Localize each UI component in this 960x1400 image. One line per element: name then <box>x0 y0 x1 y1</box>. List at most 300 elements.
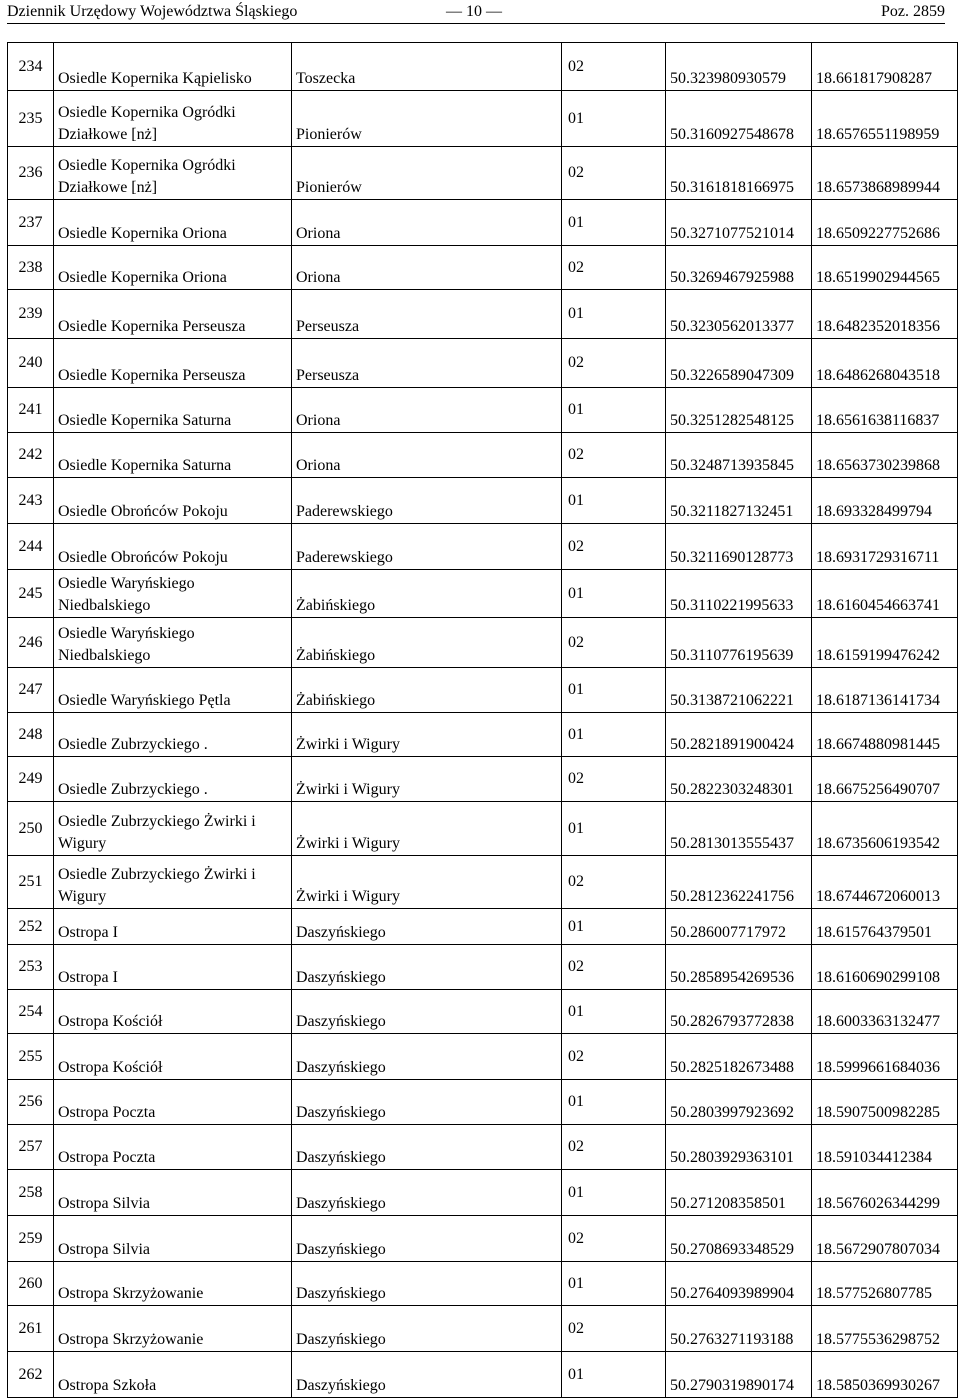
longitude-text: 18.6160454663741 <box>816 597 940 614</box>
stop-name <box>54 43 292 91</box>
longitude <box>812 200 958 246</box>
stop-name <box>54 246 292 290</box>
longitude-text: 18.577526807785 <box>816 1285 932 1302</box>
stop-name <box>54 91 292 147</box>
stop-name-text: Ostropa Kościół <box>58 1059 163 1076</box>
stop-code-text: 01 <box>568 725 584 743</box>
street-name <box>292 524 562 570</box>
longitude-text: 18.6675256490707 <box>816 781 940 798</box>
stop-number <box>8 757 54 802</box>
longitude <box>812 246 958 290</box>
stop-number-text: 254 <box>18 1002 43 1020</box>
latitude <box>666 668 812 713</box>
latitude-text: 50.2812362241756 <box>670 888 794 905</box>
stop-name-text: Ostropa Szkoła <box>58 1377 157 1394</box>
street-name <box>292 246 562 290</box>
stop-name <box>54 524 292 570</box>
stop-code <box>562 990 666 1034</box>
latitude-text: 50.3230562013377 <box>670 318 794 335</box>
latitude-text: 50.323980930579 <box>670 70 786 87</box>
longitude <box>812 147 958 200</box>
stop-name <box>54 757 292 802</box>
stop-number-text: 234 <box>18 57 43 75</box>
longitude-text: 18.6509227752686 <box>816 225 940 242</box>
table-row <box>8 478 958 524</box>
stop-code <box>562 802 666 856</box>
longitude-text: 18.6931729316711 <box>816 549 940 566</box>
longitude <box>812 1170 958 1216</box>
table-row <box>8 1125 958 1170</box>
stop-number <box>8 713 54 757</box>
stop-name-text: Ostropa Silvia <box>58 1195 150 1212</box>
table-row <box>8 524 958 570</box>
latitude <box>666 990 812 1034</box>
stop-code <box>562 388 666 433</box>
longitude-text: 18.5850369930267 <box>816 1377 940 1394</box>
stop-code <box>562 618 666 668</box>
latitude <box>666 713 812 757</box>
stop-name <box>54 909 292 945</box>
latitude-text: 50.286007717972 <box>670 924 786 941</box>
stop-number-text: 238 <box>18 258 43 276</box>
stop-name <box>54 802 292 856</box>
stop-code-text: 02 <box>568 1229 584 1247</box>
stop-name-text: Osiedle Kopernika Perseusza <box>58 318 246 335</box>
street-name <box>292 1216 562 1262</box>
street-name-text: Daszyńskiego <box>296 1241 386 1258</box>
stop-code <box>562 1352 666 1398</box>
stop-code <box>562 856 666 909</box>
stop-code <box>562 945 666 990</box>
stop-name-text: Ostropa Skrzyżowanie <box>58 1331 204 1348</box>
longitude-text: 18.615764379501 <box>816 924 932 941</box>
latitude <box>666 1216 812 1262</box>
stop-number-text: 245 <box>18 584 43 602</box>
stop-name <box>54 339 292 388</box>
stop-number-text: 261 <box>18 1319 43 1337</box>
street-name <box>292 990 562 1034</box>
stop-number-text: 256 <box>18 1093 43 1110</box>
stop-name-text: Osiedle Waryńskiego Niedbalskiego <box>58 575 195 614</box>
street-name-text: Daszyńskiego <box>296 1104 386 1121</box>
street-name-text: Daszyńskiego <box>296 1013 386 1030</box>
stop-name <box>54 1352 292 1398</box>
longitude-text: 18.6576551198959 <box>816 126 940 143</box>
longitude-text: 18.5672907807034 <box>816 1241 940 1258</box>
stop-name <box>54 290 292 339</box>
table-row <box>8 1170 958 1216</box>
table-row <box>8 1216 958 1262</box>
street-name <box>292 945 562 990</box>
latitude-text: 50.2763271193188 <box>670 1331 794 1348</box>
longitude-text: 18.5676026344299 <box>816 1195 940 1212</box>
stop-code-text: 01 <box>568 1093 584 1110</box>
table-row <box>8 856 958 909</box>
table-row <box>8 1306 958 1352</box>
stop-name-text: Ostropa Poczta <box>58 1104 156 1121</box>
latitude <box>666 147 812 200</box>
stop-name <box>54 713 292 757</box>
table-row <box>8 200 958 246</box>
table-row <box>8 618 958 668</box>
latitude <box>666 570 812 618</box>
street-name-text: Oriona <box>296 457 341 474</box>
stop-number <box>8 1262 54 1306</box>
street-name-text: Żwirki i Wigury <box>296 835 400 852</box>
latitude <box>666 200 812 246</box>
stop-code-text: 01 <box>568 1183 584 1201</box>
stop-number <box>8 200 54 246</box>
street-name <box>292 339 562 388</box>
stop-name-text: Osiedle Obrońców Pokoju <box>58 549 228 566</box>
street-name <box>292 1306 562 1352</box>
stop-name-text: Osiedle Kopernika Saturna <box>58 457 232 474</box>
longitude <box>812 570 958 618</box>
latitude-text: 50.2813013555437 <box>670 835 794 852</box>
stop-code-text: 01 <box>568 1002 584 1020</box>
stop-name <box>54 1034 292 1080</box>
stop-code <box>562 757 666 802</box>
stop-number-text: 262 <box>18 1365 43 1383</box>
stop-number <box>8 147 54 200</box>
stop-name <box>54 1080 292 1125</box>
latitude-text: 50.3269467925988 <box>670 269 794 286</box>
longitude <box>812 757 958 802</box>
stop-number-text: 246 <box>18 633 43 651</box>
street-name <box>292 43 562 91</box>
street-name-text: Daszyńskiego <box>296 1195 386 1212</box>
table-row <box>8 1352 958 1398</box>
street-name <box>292 200 562 246</box>
street-name-text: Paderewskiego <box>296 503 393 520</box>
latitude <box>666 524 812 570</box>
street-name <box>292 713 562 757</box>
stop-code-text: 01 <box>568 1365 584 1383</box>
stop-number <box>8 91 54 147</box>
latitude-text: 50.2708693348529 <box>670 1241 794 1258</box>
stop-code <box>562 909 666 945</box>
longitude <box>812 1034 958 1080</box>
latitude-text: 50.2821891900424 <box>670 736 794 753</box>
table-row <box>8 713 958 757</box>
stop-name-text: Ostropa Skrzyżowanie <box>58 1285 204 1302</box>
table-row <box>8 290 958 339</box>
stop-number-text: 257 <box>18 1138 43 1155</box>
latitude-text: 50.3160927548678 <box>670 126 794 143</box>
stop-number-text: 249 <box>18 770 43 787</box>
stop-name-text: Osiedle Waryńskiego Niedbalskiego <box>58 625 195 664</box>
stop-name <box>54 1216 292 1262</box>
stop-number-text: 236 <box>18 164 43 181</box>
stop-number <box>8 802 54 856</box>
page-header <box>7 0 945 24</box>
stop-code <box>562 246 666 290</box>
street-name-text: Żabińskiego <box>296 692 376 709</box>
street-name-text: Daszyńskiego <box>296 924 386 941</box>
street-name <box>292 1262 562 1306</box>
stop-name-text: Ostropa I <box>58 924 118 941</box>
stop-name <box>54 147 292 200</box>
latitude-text: 50.271208358501 <box>670 1195 786 1212</box>
stop-code-text: 02 <box>568 1319 584 1337</box>
latitude <box>666 388 812 433</box>
latitude-text: 50.2803929363101 <box>670 1149 794 1166</box>
longitude-text: 18.6563730239868 <box>816 457 940 474</box>
latitude <box>666 1034 812 1080</box>
longitude <box>812 433 958 478</box>
street-name <box>292 1170 562 1216</box>
street-name-text: Daszyńskiego <box>296 969 386 986</box>
stop-number <box>8 668 54 713</box>
stop-number <box>8 909 54 945</box>
stop-name-text: Osiedle Kopernika Oriona <box>58 225 227 242</box>
latitude <box>666 478 812 524</box>
street-name <box>292 802 562 856</box>
stop-number-text: 259 <box>18 1229 43 1247</box>
longitude <box>812 290 958 339</box>
stop-code-text: 01 <box>568 305 584 322</box>
longitude <box>812 1125 958 1170</box>
street-name <box>292 1034 562 1080</box>
latitude <box>666 1306 812 1352</box>
latitude <box>666 43 812 91</box>
page-number: — 10 — <box>446 3 502 20</box>
stop-code <box>562 570 666 618</box>
stop-code <box>562 433 666 478</box>
latitude-text: 50.2822303248301 <box>670 781 794 798</box>
longitude <box>812 339 958 388</box>
latitude <box>666 1352 812 1398</box>
stop-code-text: 02 <box>568 258 584 276</box>
table-row <box>8 433 958 478</box>
latitude <box>666 802 812 856</box>
longitude <box>812 388 958 433</box>
stop-number-text: 241 <box>18 401 43 418</box>
stop-number-text: 258 <box>18 1183 43 1201</box>
stop-number-text: 253 <box>18 958 43 975</box>
stop-number <box>8 945 54 990</box>
latitude-text: 50.3226589047309 <box>670 367 794 384</box>
stop-number <box>8 856 54 909</box>
stop-code-text: 02 <box>568 1138 584 1155</box>
stop-name-text: Ostropa Poczta <box>58 1149 156 1166</box>
street-name <box>292 668 562 713</box>
street-name <box>292 618 562 668</box>
street-name <box>292 290 562 339</box>
stop-code-text: 02 <box>568 958 584 975</box>
street-name <box>292 478 562 524</box>
stop-number-text: 255 <box>18 1047 43 1065</box>
latitude-text: 50.3251282548125 <box>670 412 794 429</box>
stop-name-text: Osiedle Zubrzyckiego . <box>58 736 208 753</box>
street-name-text: Żwirki i Wigury <box>296 888 400 905</box>
stop-number-text: 240 <box>18 354 43 371</box>
table-row <box>8 570 958 618</box>
stop-number <box>8 1306 54 1352</box>
stop-name <box>54 1125 292 1170</box>
table-row <box>8 990 958 1034</box>
table-row <box>8 388 958 433</box>
stop-name-text: Osiedle Kopernika Ogródki Działkowe [nż] <box>58 157 236 196</box>
longitude-text: 18.693328499794 <box>816 503 932 520</box>
stop-name <box>54 668 292 713</box>
stop-code-text: 02 <box>568 164 584 181</box>
stop-number <box>8 990 54 1034</box>
longitude-text: 18.5907500982285 <box>816 1104 940 1121</box>
stop-name-text: Osiedle Zubrzyckiego Żwirki i Wigury <box>58 813 256 852</box>
stop-code-text: 02 <box>568 1047 584 1065</box>
stop-code-text: 02 <box>568 537 584 555</box>
stop-code-text: 01 <box>568 1274 584 1292</box>
stop-name <box>54 618 292 668</box>
stop-code <box>562 147 666 200</box>
street-name-text: Daszyńskiego <box>296 1377 386 1394</box>
longitude-text: 18.6519902944565 <box>816 269 940 286</box>
stop-code-text: 01 <box>568 681 584 698</box>
stop-number-text: 247 <box>18 681 43 698</box>
street-name <box>292 856 562 909</box>
latitude <box>666 1125 812 1170</box>
stop-code-text: 02 <box>568 354 584 371</box>
table-row <box>8 91 958 147</box>
street-name <box>292 1080 562 1125</box>
stop-code <box>562 1306 666 1352</box>
latitude-text: 50.3211690128773 <box>670 549 794 566</box>
stop-code <box>562 200 666 246</box>
stop-name-text: Osiedle Kopernika Kąpielisko <box>58 70 252 87</box>
stop-number <box>8 618 54 668</box>
latitude-text: 50.3161818166975 <box>670 179 794 196</box>
street-name <box>292 1352 562 1398</box>
latitude-text: 50.2858954269536 <box>670 969 794 986</box>
latitude <box>666 1170 812 1216</box>
street-name-text: Perseusza <box>296 318 360 335</box>
stop-code-text: 01 <box>568 584 584 602</box>
stop-number <box>8 1080 54 1125</box>
longitude <box>812 668 958 713</box>
longitude-text: 18.6674880981445 <box>816 736 940 753</box>
stop-name <box>54 1170 292 1216</box>
street-name-text: Toszecka <box>296 70 356 87</box>
longitude <box>812 478 958 524</box>
stop-name-text: Osiedle Zubrzyckiego . <box>58 781 208 798</box>
longitude-text: 18.5775536298752 <box>816 1331 940 1348</box>
stop-name <box>54 1262 292 1306</box>
street-name-text: Oriona <box>296 269 341 286</box>
stop-number <box>8 1034 54 1080</box>
stop-number <box>8 1170 54 1216</box>
longitude <box>812 713 958 757</box>
table-row <box>8 246 958 290</box>
longitude <box>812 1080 958 1125</box>
table-row <box>8 909 958 945</box>
street-name <box>292 91 562 147</box>
longitude <box>812 43 958 91</box>
latitude-text: 50.3110221995633 <box>670 597 794 614</box>
longitude-text: 18.6482352018356 <box>816 318 940 335</box>
street-name-text: Daszyńskiego <box>296 1059 386 1076</box>
stop-name-text: Osiedle Kopernika Oriona <box>58 269 227 286</box>
stop-number <box>8 290 54 339</box>
longitude-text: 18.6486268043518 <box>816 367 940 384</box>
stop-number-text: 242 <box>18 446 43 463</box>
stop-code <box>562 91 666 147</box>
stop-code-text: 01 <box>568 109 584 127</box>
stop-name-text: Ostropa I <box>58 969 118 986</box>
stop-number <box>8 339 54 388</box>
street-name-text: Pionierów <box>296 179 362 196</box>
longitude <box>812 618 958 668</box>
stop-number-text: 235 <box>18 109 43 127</box>
street-name-text: Żwirki i Wigury <box>296 736 400 753</box>
stop-code <box>562 1170 666 1216</box>
latitude <box>666 339 812 388</box>
longitude-text: 18.5999661684036 <box>816 1059 940 1076</box>
latitude-text: 50.2803997923692 <box>670 1104 794 1121</box>
longitude <box>812 1352 958 1398</box>
table-row <box>8 802 958 856</box>
stop-name-text: Osiedle Obrońców Pokoju <box>58 503 228 520</box>
stop-name-text: Osiedle Kopernika Perseusza <box>58 367 246 384</box>
stop-code <box>562 478 666 524</box>
stop-number-text: 244 <box>18 537 43 555</box>
stop-number-text: 260 <box>18 1274 43 1292</box>
latitude <box>666 757 812 802</box>
longitude-text: 18.6159199476242 <box>816 647 940 664</box>
stop-code <box>562 1262 666 1306</box>
stop-number <box>8 388 54 433</box>
stop-code <box>562 1216 666 1262</box>
longitude-text: 18.661817908287 <box>816 70 932 87</box>
stop-code <box>562 290 666 339</box>
street-name <box>292 1125 562 1170</box>
stop-code-text: 01 <box>568 213 584 231</box>
latitude-text: 50.3211827132451 <box>670 503 794 520</box>
stop-name <box>54 478 292 524</box>
longitude <box>812 909 958 945</box>
longitude <box>812 1216 958 1262</box>
latitude <box>666 909 812 945</box>
stop-code-text: 02 <box>568 770 584 787</box>
street-name-text: Żabińskiego <box>296 597 376 614</box>
longitude-text: 18.6744672060013 <box>816 888 940 905</box>
latitude <box>666 618 812 668</box>
stop-number-text: 243 <box>18 491 43 509</box>
street-name <box>292 570 562 618</box>
stop-number <box>8 524 54 570</box>
table-row <box>8 147 958 200</box>
stop-number <box>8 1216 54 1262</box>
publication-title: Dziennik Urzędowy Województwa Śląskiego <box>7 3 298 20</box>
street-name-text: Daszyńskiego <box>296 1285 386 1302</box>
longitude <box>812 1262 958 1306</box>
latitude <box>666 91 812 147</box>
latitude <box>666 856 812 909</box>
longitude <box>812 91 958 147</box>
stop-number-text: 250 <box>18 819 43 837</box>
stop-number-text: 251 <box>18 873 43 890</box>
stop-name <box>54 200 292 246</box>
longitude <box>812 802 958 856</box>
street-name <box>292 909 562 945</box>
latitude <box>666 945 812 990</box>
street-name-text: Daszyńskiego <box>296 1149 386 1166</box>
latitude-text: 50.3271077521014 <box>670 225 794 242</box>
stop-number-text: 248 <box>18 725 43 743</box>
stop-code <box>562 713 666 757</box>
stop-code <box>562 524 666 570</box>
street-name-text: Żabińskiego <box>296 647 376 664</box>
